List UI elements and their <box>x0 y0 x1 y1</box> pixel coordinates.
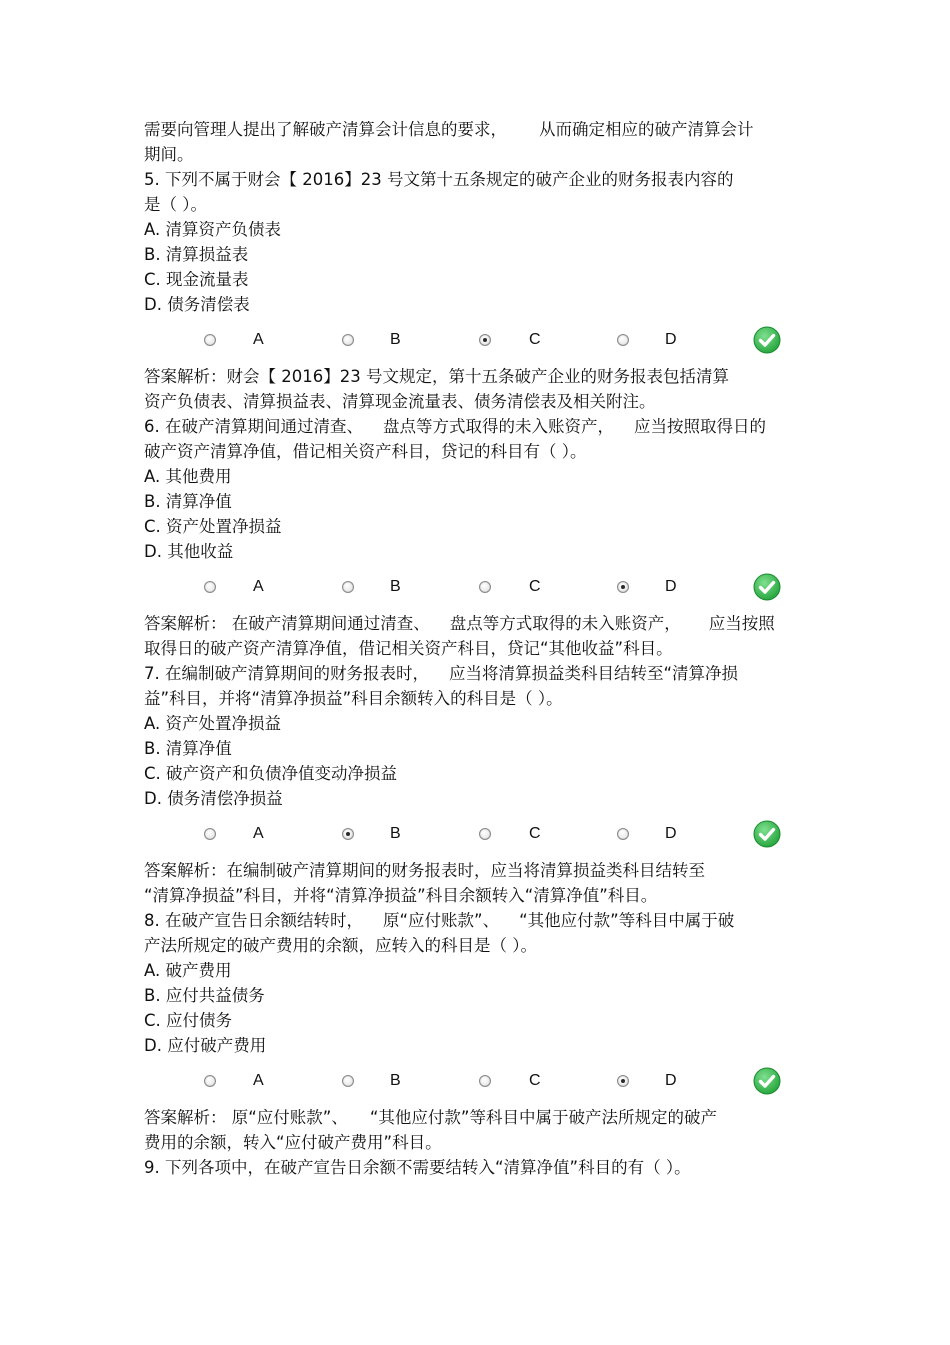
question-stem: 5. 下列不属于财会【 2016】23 号文第十五条规定的破产企业的财务报表内容的 <box>144 170 734 189</box>
radio-option-c[interactable] <box>479 814 491 854</box>
option-b: B. 应付共益债务 <box>144 986 265 1005</box>
radio-label: D <box>665 331 677 348</box>
radio-label: D <box>665 1072 677 1089</box>
radio-button[interactable] <box>479 828 491 840</box>
text: 6. 在破产清算期间通过清查、 <box>144 417 363 436</box>
question-stem <box>144 908 824 933</box>
radio-button[interactable] <box>342 581 354 593</box>
text: 原“应付账款”、 <box>383 911 500 930</box>
radio-option-d[interactable] <box>617 814 629 854</box>
radio-option-d[interactable] <box>617 320 629 360</box>
radio-button[interactable] <box>204 334 216 346</box>
option-c: C. 资产处置净损益 <box>144 517 282 536</box>
question-stem <box>144 414 824 439</box>
question-stem: 益”科目，并将“清算净损益”科目余额转入的科目是（ ）。 <box>144 689 563 708</box>
option-d: D. 债务清偿净损益 <box>144 789 283 808</box>
radio-button[interactable] <box>479 1075 491 1087</box>
radio-option-a[interactable] <box>204 1061 216 1101</box>
text: 8. 在破产宣告日余额结转时， <box>144 911 363 930</box>
option-d: D. 应付破产费用 <box>144 1036 267 1055</box>
radio-option-c[interactable] <box>479 1061 491 1101</box>
intro-line: 期间。 <box>144 145 194 164</box>
radio-label: C <box>529 1072 541 1089</box>
radio-label: D <box>665 578 677 595</box>
radio-button[interactable] <box>479 581 491 593</box>
radio-label: A <box>253 578 264 595</box>
radio-label: A <box>253 825 264 842</box>
radio-option-d[interactable] <box>617 567 629 607</box>
intro-line <box>144 117 824 142</box>
radio-button[interactable] <box>617 581 629 593</box>
text: 盘点等方式取得的未入账资产， <box>449 614 681 633</box>
text: 7. 在编制破产清算期间的财务报表时， <box>144 664 429 683</box>
explanation: 费用的余额，转入“应付破产费用”科目。 <box>144 1133 442 1152</box>
text: 应当按照 <box>708 614 775 633</box>
check-circle-icon <box>753 326 781 354</box>
radio-button[interactable] <box>617 828 629 840</box>
radio-button[interactable] <box>342 334 354 346</box>
answer-row <box>144 814 824 854</box>
radio-option-b[interactable] <box>342 1061 354 1101</box>
radio-label: B <box>390 331 401 348</box>
option-c: C. 破产资产和负债净值变动净损益 <box>144 764 398 783</box>
radio-label: B <box>390 825 401 842</box>
answer-row <box>144 320 824 360</box>
check-circle-icon <box>753 1067 781 1095</box>
radio-button[interactable] <box>617 1075 629 1087</box>
option-a: A. 清算资产负债表 <box>144 220 281 239</box>
radio-option-d[interactable] <box>617 1061 629 1101</box>
question-stem: 9. 下列各项中，在破产宣告日余额不需要结转入“清算净值”科目的有（ ）。 <box>144 1158 691 1177</box>
question-stem <box>144 661 824 686</box>
explanation: 取得日的破产资产清算净值，借记相关资产科目，贷记“其他收益”科目。 <box>144 639 673 658</box>
radio-label: B <box>390 1072 401 1089</box>
radio-option-c[interactable] <box>479 567 491 607</box>
text: 答案解析： 在破产清算期间通过清查、 <box>144 614 430 633</box>
explanation: “清算净损益”科目，并将“清算净损益”科目余额转入“清算净值”科目。 <box>144 886 658 905</box>
radio-label: C <box>529 331 541 348</box>
radio-label: D <box>665 825 677 842</box>
text: 需要向管理人提出了解破产清算会计信息的要求， <box>144 120 507 139</box>
answer-row <box>144 1061 824 1101</box>
radio-option-b[interactable] <box>342 567 354 607</box>
text: 应当按照取得日的 <box>634 417 766 436</box>
question-stem: 产法所规定的破产费用的余额，应转入的科目是（ ）。 <box>144 936 537 955</box>
check-circle-icon <box>753 820 781 848</box>
check-circle-icon <box>753 573 781 601</box>
radio-option-b[interactable] <box>342 320 354 360</box>
radio-label: A <box>253 1072 264 1089</box>
option-d: D. 其他收益 <box>144 542 234 561</box>
radio-button[interactable] <box>204 581 216 593</box>
radio-option-a[interactable] <box>204 814 216 854</box>
explanation <box>144 611 824 636</box>
radio-button[interactable] <box>342 1075 354 1087</box>
radio-option-c[interactable] <box>479 320 491 360</box>
document-page <box>144 117 824 1180</box>
explanation: 资产负债表、清算损益表、清算现金流量表、债务清偿表及相关附注。 <box>144 392 656 411</box>
radio-label: C <box>529 825 541 842</box>
radio-label: A <box>253 331 264 348</box>
answer-row <box>144 567 824 607</box>
text: 答案解析： 原“应付账款”、 <box>144 1108 348 1127</box>
option-d: D. 债务清偿表 <box>144 295 250 314</box>
text: 应当将清算损益类科目结转至“清算净损 <box>449 664 739 683</box>
radio-option-b[interactable] <box>342 814 354 854</box>
option-c: C. 应付债务 <box>144 1011 233 1030</box>
radio-button[interactable] <box>204 828 216 840</box>
option-a: A. 破产费用 <box>144 961 232 980</box>
explanation: 答案解析：财会【 2016】23 号文规定，第十五条破产企业的财务报表包括清算 <box>144 367 729 386</box>
radio-button[interactable] <box>204 1075 216 1087</box>
radio-option-a[interactable] <box>204 567 216 607</box>
text: “其他应付款”等科目中属于破产法所规定的破产 <box>369 1108 717 1127</box>
question-stem: 是（ ）。 <box>144 195 207 214</box>
text: 盘点等方式取得的未入账资产， <box>383 417 614 436</box>
radio-button[interactable] <box>617 334 629 346</box>
option-b: B. 清算净值 <box>144 492 232 511</box>
text: “其他应付款”等科目中属于破 <box>519 911 735 930</box>
option-a: A. 其他费用 <box>144 467 232 486</box>
radio-label: C <box>529 578 541 595</box>
radio-option-a[interactable] <box>204 320 216 360</box>
text: 从而确定相应的破产清算会计 <box>539 120 754 139</box>
question-stem: 破产资产清算净值，借记相关资产科目，贷记的科目有（ ）。 <box>144 442 587 461</box>
option-a: A. 资产处置净损益 <box>144 714 281 733</box>
radio-button[interactable] <box>479 334 491 346</box>
explanation <box>144 1105 824 1130</box>
option-b: B. 清算损益表 <box>144 245 249 264</box>
radio-label: B <box>390 578 401 595</box>
option-c: C. 现金流量表 <box>144 270 249 289</box>
radio-button[interactable] <box>342 828 354 840</box>
explanation: 答案解析：在编制破产清算期间的财务报表时，应当将清算损益类科目结转至 <box>144 861 705 880</box>
option-b: B. 清算净值 <box>144 739 232 758</box>
